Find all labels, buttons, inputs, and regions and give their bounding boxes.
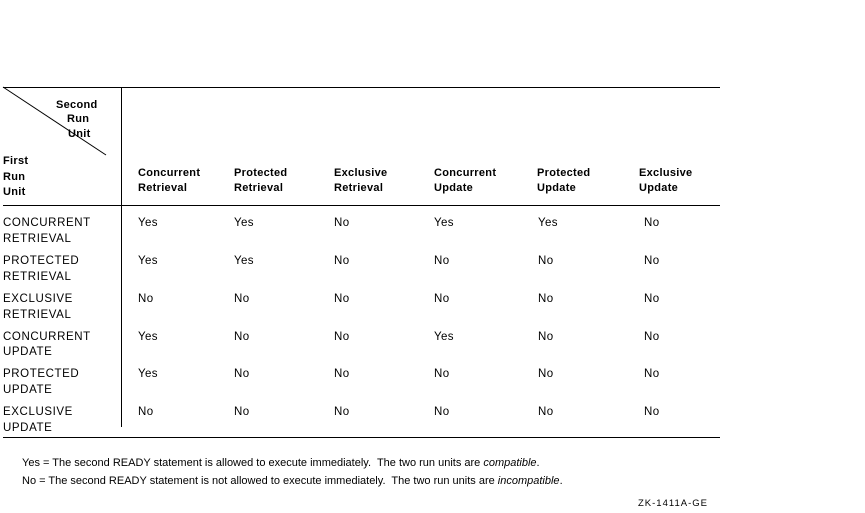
table-cell: Yes: [538, 217, 558, 229]
table-cell: No: [334, 406, 350, 418]
row-label-protected-retrieval-l1: PROTECTED: [3, 255, 80, 267]
second-run-unit-line2: Run: [67, 113, 90, 125]
table-cell: No: [138, 406, 154, 418]
col-header-protected-update-l2: Update: [537, 182, 577, 194]
table-cell: No: [644, 331, 660, 343]
row-label-exclusive-update-l1: EXCLUSIVE: [3, 406, 73, 418]
table-cell: No: [434, 255, 450, 267]
note-no-text: No = The second READY statement is not allowed to execute immediately. The two run units are: [22, 475, 498, 487]
first-run-unit-line2: Run: [3, 171, 26, 183]
table-cell: No: [644, 406, 660, 418]
table-cell: No: [644, 293, 660, 305]
table-cell: Yes: [234, 217, 254, 229]
note-yes-term: compatible: [483, 457, 537, 469]
table-cell: No: [334, 255, 350, 267]
table-cell: No: [234, 368, 250, 380]
col-header-concurrent-update-l2: Update: [434, 182, 474, 194]
row-label-concurrent-update-l1: CONCURRENT: [3, 331, 91, 343]
table-cell: No: [644, 368, 660, 380]
table-cell: No: [334, 368, 350, 380]
table-cell: No: [138, 293, 154, 305]
row-label-protected-update-l2: UPDATE: [3, 384, 53, 396]
table-cell: No: [334, 293, 350, 305]
table-cell: Yes: [434, 331, 454, 343]
table-cell: No: [538, 406, 554, 418]
row-label-exclusive-retrieval-l2: RETRIEVAL: [3, 309, 72, 321]
table-cell: No: [334, 217, 350, 229]
row-label-exclusive-retrieval-l1: EXCLUSIVE: [3, 293, 73, 305]
col-header-concurrent-retrieval-l2: Retrieval: [138, 182, 188, 194]
table-cell: Yes: [434, 217, 454, 229]
note-no-end: .: [559, 475, 563, 487]
table-cell: No: [644, 255, 660, 267]
table-cell: No: [644, 217, 660, 229]
table-cell: No: [234, 331, 250, 343]
table-cell: No: [434, 293, 450, 305]
table-cell: No: [538, 255, 554, 267]
col-header-protected-retrieval-l1: Protected: [234, 167, 288, 179]
note-no-term: incompatible: [497, 475, 560, 487]
note-yes-text: Yes = The second READY statement is allowed to execute immediately. The two run units are: [22, 457, 484, 469]
note-yes: [22, 456, 540, 470]
table-cell: No: [538, 368, 554, 380]
row-label-protected-retrieval-l2: RETRIEVAL: [3, 271, 72, 283]
table-cell: No: [234, 406, 250, 418]
table-cell: No: [538, 331, 554, 343]
row-label-exclusive-update-l2: UPDATE: [3, 422, 53, 434]
table-cell: Yes: [138, 368, 158, 380]
table-cell: No: [434, 368, 450, 380]
second-run-unit-line3: Unit: [68, 128, 91, 140]
col-header-concurrent-update-l1: Concurrent: [434, 167, 497, 179]
row-label-concurrent-update-l2: UPDATE: [3, 346, 53, 358]
first-run-unit-line3: Unit: [3, 186, 26, 198]
note-no: [22, 474, 563, 488]
row-label-protected-update-l1: PROTECTED: [3, 368, 80, 380]
table-cell: No: [234, 293, 250, 305]
table-cell: Yes: [138, 255, 158, 267]
col-header-concurrent-retrieval-l1: Concurrent: [138, 167, 201, 179]
col-header-exclusive-update-l2: Update: [639, 182, 679, 194]
col-header-protected-update-l1: Protected: [537, 167, 591, 179]
first-run-unit-line1: First: [3, 155, 29, 167]
col-header-protected-retrieval-l2: Retrieval: [234, 182, 284, 194]
row-label-concurrent-retrieval-l1: CONCURRENT: [3, 217, 91, 229]
table-cell: Yes: [138, 217, 158, 229]
row-label-concurrent-retrieval-l2: RETRIEVAL: [3, 233, 72, 245]
figure-code: ZK-1411A-GE: [638, 498, 708, 509]
note-yes-end: .: [536, 457, 540, 469]
second-run-unit-line1: Second: [56, 99, 98, 111]
table-cell: Yes: [138, 331, 158, 343]
col-header-exclusive-update-l1: Exclusive: [639, 167, 693, 179]
col-header-exclusive-retrieval-l1: Exclusive: [334, 167, 388, 179]
table-cell: No: [434, 406, 450, 418]
table-cell: Yes: [234, 255, 254, 267]
col-header-exclusive-retrieval-l2: Retrieval: [334, 182, 384, 194]
table-cell: No: [538, 293, 554, 305]
table-cell: No: [334, 331, 350, 343]
